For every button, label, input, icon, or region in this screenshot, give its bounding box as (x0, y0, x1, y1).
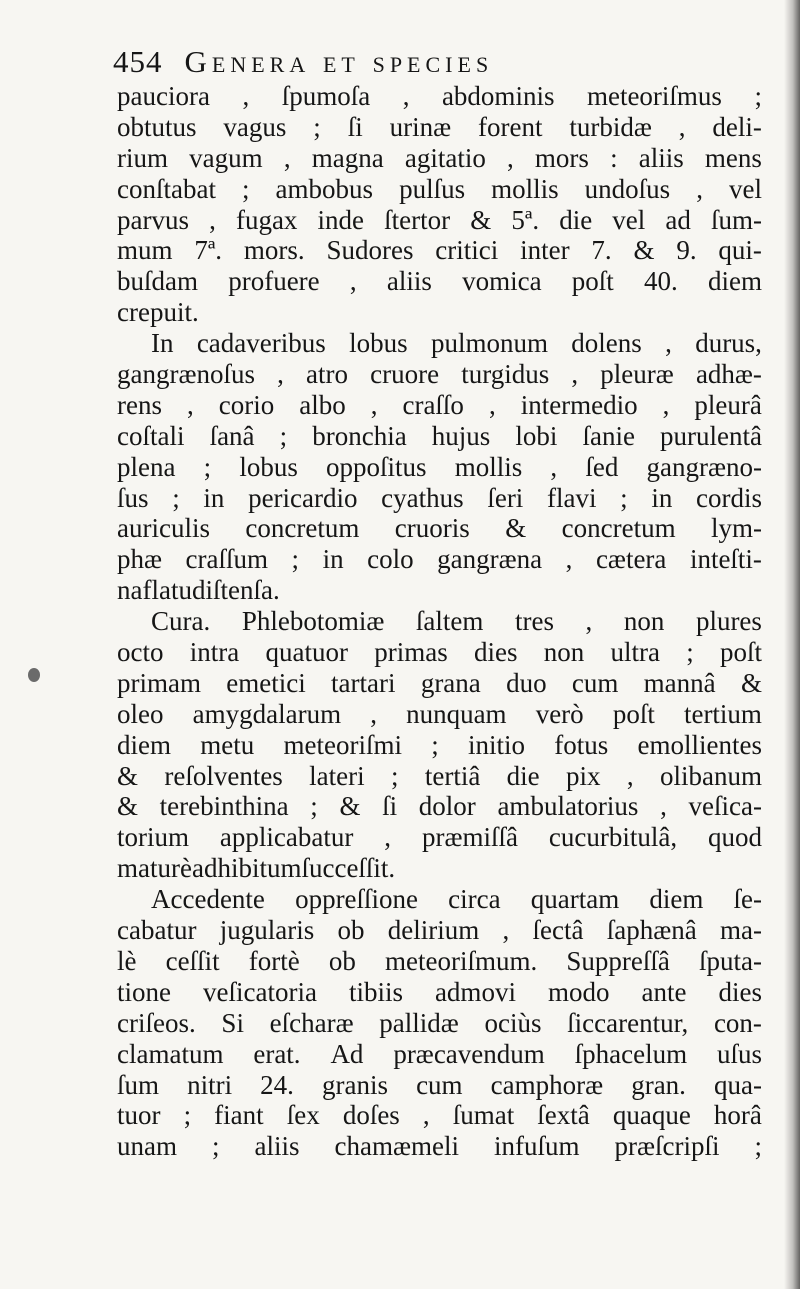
text-line: pauciora , ſpumoſa , abdominis meteoriſmus ; (117, 81, 762, 111)
text-line: coſtali ſanâ ; bronchia hujus lobi ſanie purulentâ (117, 420, 762, 451)
text-line: tuor ; fiant ſex doſes , ſumat ſextâ quaque horâ (117, 1100, 762, 1131)
text-line: clamatum erat. Ad præcavendum ſphacelum uſus (117, 1038, 762, 1069)
text-line: In cadaveribus lobus pulmonum dolens , durus, (151, 328, 762, 359)
body-text (117, 81, 762, 1162)
text-line: auriculis concretum cruoris & concretum lym- (117, 513, 762, 544)
ink-blot-mark (28, 668, 40, 682)
text-line: buſdam profuere , aliis vomica poſt 40. diem (117, 266, 762, 297)
text-line: tione veſicatoria tibiis admovi modo ante dies (117, 976, 762, 1007)
text-line: mum 7ª. mors. Sudores critici inter 7. & 9. qui- (117, 235, 762, 266)
text-line: octo intra quatuor primas dies non ultra ; poſt (117, 637, 762, 668)
text-line: obtutus vagus ; ſi urinæ forent turbidæ , deli- (117, 111, 762, 142)
page-number: 454 (113, 44, 163, 79)
text-line: & reſolventes lateri ; tertiâ die pix , olibanum (117, 760, 762, 791)
text-line: cabatur jugularis ob delirium , ſectâ ſaphænâ ma- (117, 915, 762, 946)
page-gutter-shadow (784, 0, 800, 1289)
text-line: conſtabat ; ambobus pulſus mollis undoſus , vel (117, 173, 762, 204)
text-line: diem metu meteoriſmi ; initio fotus emollientes (117, 729, 762, 760)
text-line: parvus , fugax inde ſtertor & 5ª. die vel ad ſum- (117, 204, 762, 235)
text-line: gangrænoſus , atro cruore turgidus , pleuræ adhæ- (117, 359, 762, 390)
text-line: rium vagum , magna agitatio , mors : aliis mens (117, 142, 762, 173)
running-title: Genera et species (184, 44, 494, 79)
text-line: phæ craſſum ; in colo gangræna , cætera inteſti- (117, 544, 762, 575)
text-line: crepuit. (117, 297, 199, 328)
text-line: na flatu diſtenſa. (117, 575, 280, 606)
text-line: maturè adhibitum ſucceſſit. (117, 853, 396, 884)
text-line: lè ceſſit fortè ob meteoriſmum. Suppreſſâ ſputa- (117, 945, 762, 976)
text-line: torium applicabatur , præmiſſâ cucurbitulâ, quod (117, 822, 762, 853)
text-line: oleo amygdalarum , nunquam verò poſt tertium (117, 698, 762, 729)
text-line: Cura. Phlebotomiæ ſaltem tres , non plures (151, 606, 762, 637)
text-line: plena ; lobus oppoſitus mollis , ſed gangræno- (117, 451, 762, 482)
text-line: criſeos. Si eſcharæ pallidæ ociùs ſiccarentur, con- (117, 1007, 762, 1038)
text-line: & terebinthina ; & ſi dolor ambulatorius , veſica- (117, 791, 762, 822)
text-line: primam emetici tartari grana duo cum mannâ & (117, 667, 762, 698)
text-line: unam ; aliis chamæmeli infuſum præſcripſi ; (117, 1131, 762, 1162)
text-line: ſum nitri 24. granis cum camphoræ gran. qua- (117, 1069, 762, 1100)
page-header (113, 44, 493, 84)
text-line: rens , corio albo , craſſo , intermedio , pleurâ (117, 389, 762, 420)
text-line: Accedente oppreſſione circa quartam diem ſe- (151, 884, 762, 915)
text-line: ſus ; in pericardio cyathus ſeri flavi ; in cordis (117, 482, 762, 513)
